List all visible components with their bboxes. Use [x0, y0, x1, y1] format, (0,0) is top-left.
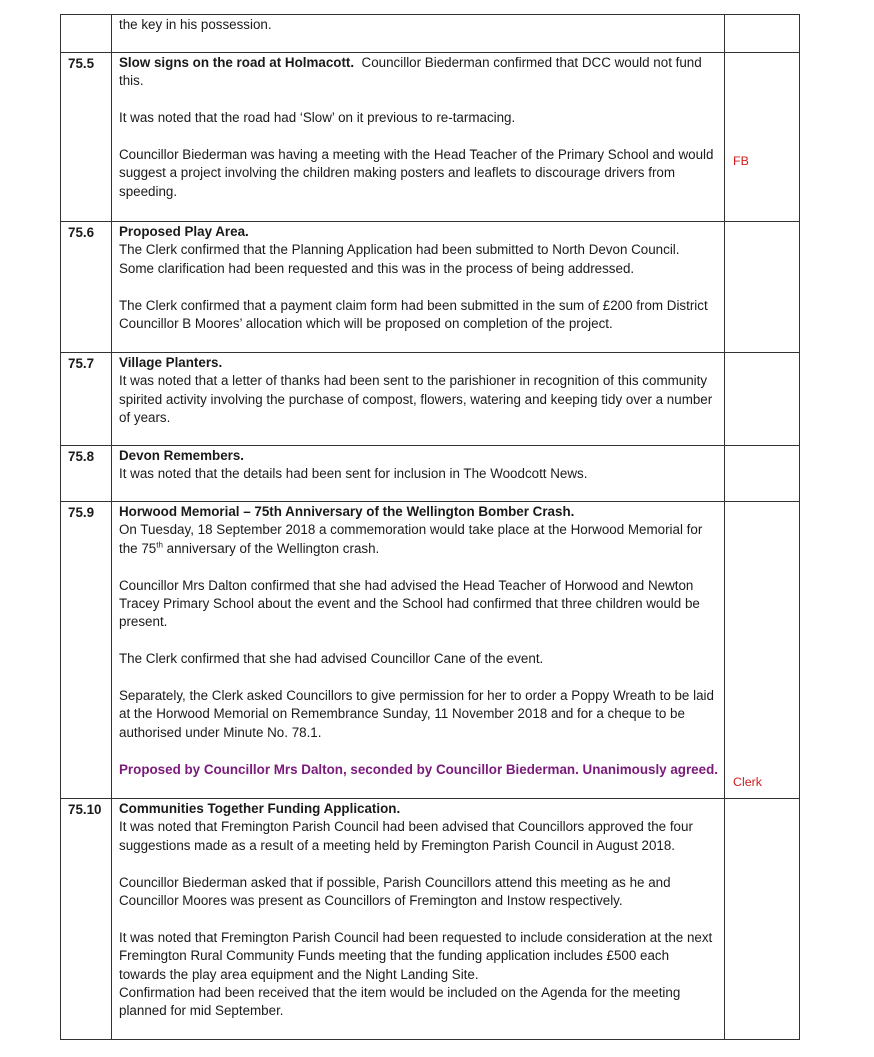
item-text: the key in his possession.: [119, 17, 272, 32]
action-cell: [725, 353, 800, 446]
table-row: [61, 222, 800, 353]
item-title: Horwood Memorial – 75th Anniversary of the Wellington Bomber Crash.: [119, 504, 575, 519]
action-cell: [725, 53, 800, 222]
table-row: [61, 15, 800, 53]
action-cell: [725, 222, 800, 353]
action-cell: [725, 799, 800, 1040]
item-paragraph: Separately, the Clerk asked Councillors to give permission for her to order a Poppy Wreath to be laid at the Horwood Memorial on Remembrance Sunday, 11 November 2018 and for a cheque to be authorised under Minute No. 78.1.: [119, 688, 714, 740]
action-cell: [725, 446, 800, 502]
item-title: Village Planters.: [119, 355, 223, 370]
table-row: [61, 353, 800, 446]
item-body: [112, 53, 725, 222]
item-number: 75.10: [61, 799, 112, 1040]
item-text: On Tuesday, 18 September 2018 a commemoration would take place at the Horwood Memorial for the 75: [119, 522, 703, 556]
action-owner: FB: [733, 154, 749, 168]
item-title: Communities Together Funding Application.: [119, 801, 401, 816]
item-paragraph: It was noted that a letter of thanks had been sent to the parishioner in recognition of this community spirited activity involving the purchase of compost, flowers, watering and keeping tidy over a number of years.: [119, 373, 713, 426]
action-owner: Clerk: [733, 775, 762, 789]
resolution-text: Proposed by Councillor Mrs Dalton, seconded by Councillor Biederman. Unanimously agreed.: [119, 761, 718, 777]
table-row: [61, 502, 800, 799]
item-paragraph: It was noted that the road had ‘Slow’ on it previous to re-tarmacing.: [119, 110, 516, 126]
item-paragraph: The Clerk confirmed that she had advised Councillor Cane of the event.: [119, 651, 544, 667]
item-paragraph: The Clerk confirmed that a payment claim form had been submitted in the sum of £200 from District Councillor B Moores’ allocation which will be proposed on completion of the project.: [119, 297, 708, 332]
item-paragraph: It was noted that Fremington Parish Council had been requested to include consideration at the next Fremington Rural Community Funds meeting that the funding application includes £500 each towards the play area equipment and the Night Landing Site.: [119, 929, 713, 982]
item-number: [61, 15, 112, 53]
item-body: [112, 502, 725, 799]
item-text: anniversary of the Wellington crash.: [162, 540, 380, 556]
item-paragraph: Councillor Biederman asked that if possible, Parish Councillors attend this meeting as he and Councillor Moores was present as Councillors of Fremington and Instow respectively.: [119, 874, 671, 909]
table-row: [61, 446, 800, 502]
table-row: [61, 53, 800, 222]
action-cell: [725, 15, 800, 53]
table-row: [61, 799, 800, 1040]
item-paragraph: It was noted that Fremington Parish Council had been advised that Councillors approved the four suggestions made as a result of a meeting held by Fremington Parish Council in August 2018.: [119, 819, 693, 853]
minutes-table: [60, 14, 800, 1040]
item-number: 75.6: [61, 222, 112, 353]
item-number: 75.8: [61, 446, 112, 502]
item-body: [112, 353, 725, 446]
action-cell: [725, 502, 800, 799]
item-number: 75.5: [61, 53, 112, 222]
item-body: [112, 446, 725, 502]
item-body: [112, 15, 725, 53]
item-title: Proposed Play Area.: [119, 224, 249, 239]
item-paragraph: Councillor Mrs Dalton confirmed that she had advised the Head Teacher of Horwood and Newton Tracey Primary School about the event and the School had confirmed that three children would be present.: [119, 577, 700, 630]
item-number: 75.9: [61, 502, 112, 799]
item-paragraph: It was noted that the details had been sent for inclusion in The Woodcott News.: [119, 466, 588, 482]
item-body: [112, 222, 725, 353]
item-paragraph: [119, 521, 718, 558]
item-title: Slow signs on the road at Holmacott.: [119, 55, 355, 70]
item-body: [112, 799, 725, 1040]
item-paragraph: Confirmation had been received that the item would be included on the Agenda for the meeting planned for mid September.: [119, 985, 681, 1019]
item-paragraph: The Clerk confirmed that the Planning Application had been submitted to North Devon Council. Some clarification had been requested and this was in the process of being addressed.: [119, 242, 680, 276]
item-paragraph: Councillor Biederman was having a meeting with the Head Teacher of the Primary School and would suggest a project involving the children making posters and leaflets to discourage drivers from speeding.: [119, 147, 714, 199]
ordinal-suffix: th: [156, 540, 163, 550]
item-paragraph: [119, 54, 718, 91]
item-text: Councillor Biederman confirmed that DCC would not fund this.: [119, 55, 706, 89]
item-title: Devon Remembers.: [119, 448, 245, 463]
item-number: 75.7: [61, 353, 112, 446]
